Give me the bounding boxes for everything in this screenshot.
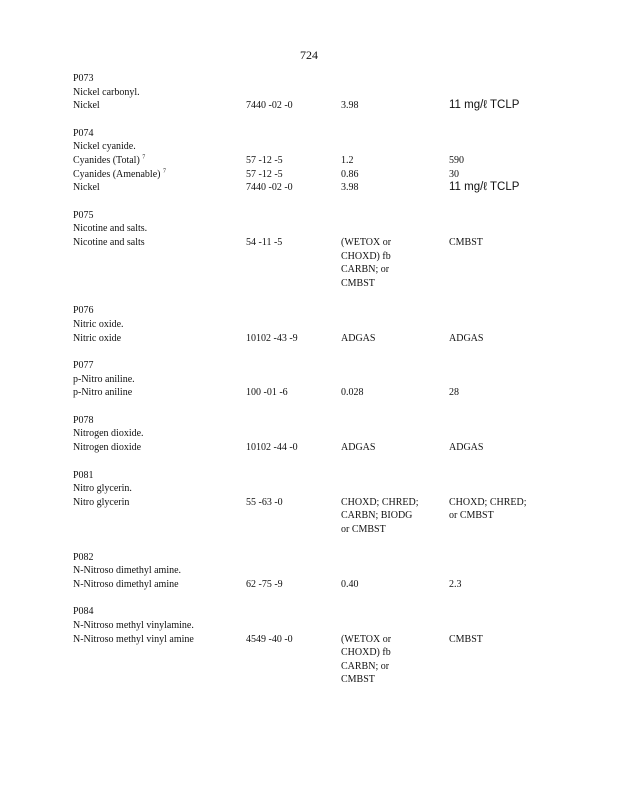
nonwastewater-standard: CMBST (449, 236, 483, 248)
waste-description: p-Nitro aniline. (73, 373, 135, 385)
waste-code: P081 (73, 469, 94, 481)
constituent-name-text: Nitric oxide (73, 332, 122, 344)
waste-code: P077 (73, 360, 94, 372)
nonwastewater-standard: CMBST (449, 633, 483, 645)
constituent-name-text: Cyanides (Amenable) (73, 168, 161, 180)
cas-number: 10102 -44 -0 (246, 442, 298, 454)
nonwastewater-standard: 590 (449, 154, 464, 166)
waste-description: Nitrogen dioxide. (73, 428, 144, 440)
constituent-name (73, 332, 241, 346)
nonwastewater-standard: 11 mg/ℓ TCLP (449, 99, 520, 112)
constituent-name (73, 236, 241, 250)
constituent-name-text: Nickel (73, 182, 100, 194)
constituent-name (73, 496, 241, 510)
waste-entry (73, 304, 553, 345)
constituent-name (73, 99, 241, 113)
constituent-name (73, 154, 241, 168)
wastewater-standard: CHOXD; CHRED; CARBN; BIODG or CMBST (341, 496, 419, 536)
constituent-name-text: N-Nitroso methyl vinyl amine (73, 633, 194, 645)
constituent-name (73, 441, 241, 455)
cas-number: 7440 -02 -0 (246, 182, 293, 194)
constituent-name-text: Nickel (73, 100, 100, 112)
waste-description: Nitro glycerin. (73, 483, 132, 495)
cas-number: 10102 -43 -9 (246, 332, 298, 344)
footnote-marker: 7 (142, 154, 146, 161)
wastewater-standard: 3.98 (341, 100, 359, 112)
waste-entry (73, 127, 553, 195)
wastewater-standard: 0.86 (341, 168, 359, 180)
waste-code: P075 (73, 209, 94, 221)
nonwastewater-standard: ADGAS (449, 332, 484, 344)
wastewater-standard: ADGAS (341, 332, 376, 344)
constituent-row (73, 441, 553, 455)
cas-number: 62 -75 -9 (246, 578, 283, 590)
waste-entry (73, 209, 553, 291)
constituent-name (73, 578, 241, 592)
waste-code: P084 (73, 606, 94, 618)
waste-code: P078 (73, 414, 94, 426)
cas-number: 4549 -40 -0 (246, 633, 293, 645)
constituent-row (73, 332, 553, 346)
cas-number: 57 -12 -5 (246, 168, 283, 180)
nonwastewater-standard: 2.3 (449, 578, 462, 590)
waste-description: Nicotine and salts. (73, 223, 148, 235)
constituent-row (73, 236, 553, 290)
waste-entry (73, 359, 553, 400)
footnote-marker: 7 (162, 168, 166, 175)
constituent-row (73, 578, 553, 592)
nonwastewater-standard: 28 (449, 387, 459, 399)
constituent-name-text: Nicotine and salts (73, 236, 145, 248)
wastewater-standard: 0.40 (341, 578, 359, 590)
cas-number: 7440 -02 -0 (246, 100, 293, 112)
constituent-name-text: p-Nitro aniline (73, 387, 133, 399)
waste-description: Nickel cyanide. (73, 141, 136, 153)
wastewater-standard: ADGAS (341, 442, 376, 454)
constituent-name (73, 181, 241, 195)
wastewater-standard: 0.028 (341, 387, 364, 399)
nonwastewater-standard: 11 mg/ℓ TCLP (449, 181, 520, 194)
constituent-row (73, 99, 553, 113)
waste-code-table (73, 72, 553, 701)
page-number: 724 (300, 48, 318, 62)
constituent-name (73, 633, 241, 647)
constituent-row (73, 168, 553, 182)
wastewater-standard: 1.2 (341, 154, 354, 166)
constituent-name (73, 386, 241, 400)
waste-description: N-Nitroso methyl vinylamine. (73, 620, 194, 632)
waste-code: P082 (73, 551, 94, 563)
wastewater-standard: 3.98 (341, 182, 359, 194)
constituent-name-text: Nitro glycerin (73, 496, 130, 508)
waste-entry (73, 551, 553, 592)
nonwastewater-standard: 30 (449, 168, 459, 180)
cas-number: 54 -11 -5 (246, 236, 283, 248)
constituent-row (73, 386, 553, 400)
nonwastewater-standard: ADGAS (449, 442, 484, 454)
waste-entry (73, 414, 553, 455)
constituent-name-text: Nitrogen dioxide (73, 442, 142, 454)
waste-code: P074 (73, 127, 94, 139)
nonwastewater-standard: CHOXD; CHRED; or CMBST (449, 496, 527, 522)
wastewater-standard: (WETOX or CHOXD) fb CARBN; or CMBST (341, 236, 392, 289)
constituent-name-text: N-Nitroso dimethyl amine (73, 578, 179, 590)
cas-number: 55 -63 -0 (246, 496, 283, 508)
waste-description: N-Nitroso dimethyl amine. (73, 565, 182, 577)
waste-entry (73, 469, 553, 537)
waste-description: Nitric oxide. (73, 318, 124, 330)
cas-number: 57 -12 -5 (246, 154, 283, 166)
constituent-name-text: Cyanides (Total) (73, 154, 140, 166)
constituent-row (73, 633, 553, 687)
waste-code: P073 (73, 73, 94, 84)
waste-code: P076 (73, 305, 94, 317)
constituent-row (73, 181, 553, 195)
waste-description: Nickel carbonyl. (73, 86, 140, 98)
waste-entry (73, 72, 553, 113)
constituent-name (73, 168, 241, 182)
cas-number: 100 -01 -6 (246, 387, 288, 399)
waste-entry (73, 605, 553, 687)
constituent-row (73, 496, 553, 537)
constituent-row (73, 154, 553, 168)
wastewater-standard: (WETOX or CHOXD) fb CARBN; or CMBST (341, 633, 392, 686)
